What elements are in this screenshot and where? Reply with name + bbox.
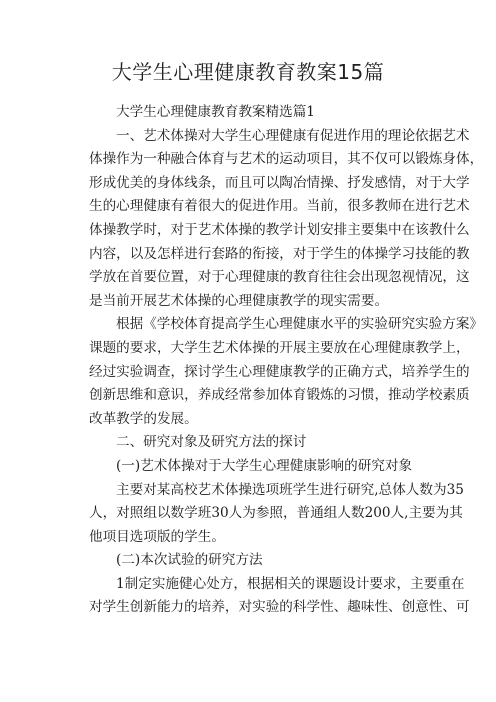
paragraph-line: 大学生心理健康教育教案精选篇1 xyxy=(116,104,315,120)
paragraph-line: 创新思维和意识，养成经常参加体育锻炼的习惯，推动学校素质 xyxy=(89,387,470,404)
paragraph-line: 体操作为一种融合体育与艺术的运动项目，其不仅可以锻炼身体， xyxy=(89,151,484,168)
paragraph-line: 课题的要求，大学生艺术体操的开展主要放在心理健康教学上， xyxy=(89,339,470,356)
paragraph-line: 改革教学的发展。 xyxy=(89,410,198,427)
paragraph-line: 1制定实施健心处方，根据相关的课题设计要求，主要重在 xyxy=(116,575,465,592)
paragraph-line: 是当前开展艺术体操的心理健康教学的现实需要。 xyxy=(89,292,389,309)
paragraph-line: 他项目选项版的学生。 xyxy=(89,528,225,545)
paragraph-line: 生的心理健康有着很大的促进作用。当前，很多教师在进行艺术 xyxy=(89,198,470,215)
paragraph-line: 人，对照组以数学班30人为参照，普通组人数200人,主要为其 xyxy=(89,505,463,522)
subsection-heading: (二)本次试验的研究方法 xyxy=(116,552,263,569)
document-body xyxy=(89,101,484,620)
section-heading: 二、研究对象及研究方法的探讨 xyxy=(116,434,307,451)
paragraph-line: 主要对某高校艺术体操选项班学生进行研究,总体人数为35 xyxy=(116,481,464,498)
subsection-heading: (一)艺术体操对于大学生心理健康影响的研究对象 xyxy=(116,457,413,474)
paragraph-line: 形成优美的身体线条，而且可以陶冶情操、抒发感情，对于大学 xyxy=(89,174,470,191)
paragraph-line: 经过实验调查，探讨学生心理健康教学的正确方式，培养学生的 xyxy=(89,363,470,380)
paragraph-line: 学放在首要位置，对于心理健康的教育往往会出现忽视情况，这 xyxy=(89,269,470,286)
paragraph-line: 一、艺术体操对大学生心理健康有促进作用的理论依据艺术 xyxy=(116,127,470,144)
document-title: 大学生心理健康教育教案15篇 xyxy=(111,60,385,84)
paragraph-line: 内容，以及怎样进行套路的衔接，对于学生的体操学习技能的教 xyxy=(89,245,470,262)
paragraph-line: 对学生创新能力的培养，对实验的科学性、趣味性、创意性、可 xyxy=(89,599,470,616)
paragraph-line: 根据《学校体育提高学生心理健康水平的实验研究实验方案》 xyxy=(116,316,484,333)
paragraph-line: 体操教学时，对于艺术体操的教学计划安排主要集中在该教什么 xyxy=(89,221,470,238)
